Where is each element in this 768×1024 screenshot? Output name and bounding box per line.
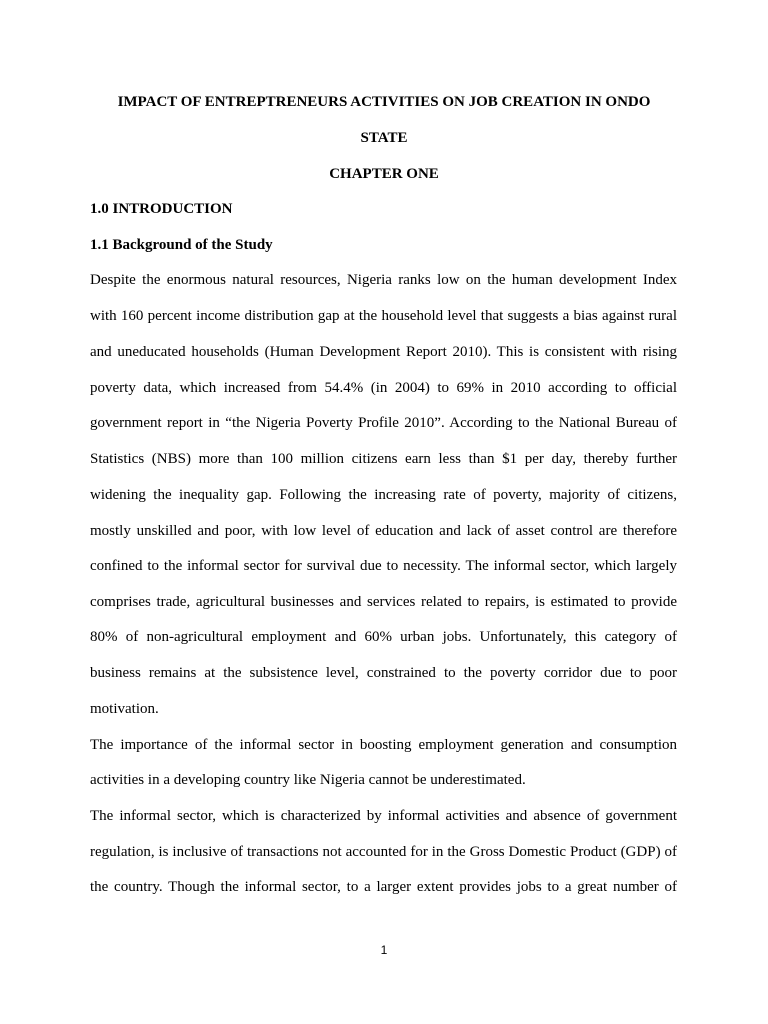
- paragraph-line: and uneducated households (Human Development Report 2010). This is consistent with rising: [90, 344, 677, 360]
- paragraph-line: the country. Though the informal sector, to a larger extent provides jobs to a great number of: [90, 879, 677, 895]
- paragraph-line: widening the inequality gap. Following the increasing rate of poverty, majority of citizens,: [90, 487, 677, 503]
- paragraph-line: confined to the informal sector for survival due to necessity. The informal sector, which largely: [90, 558, 677, 574]
- paragraph-line: The informal sector, which is characterized by informal activities and absence of government: [90, 808, 677, 824]
- subsection-heading: 1.1 Background of the Study: [90, 237, 273, 253]
- paragraph-line: Statistics (NBS) more than 100 million citizens earn less than $1 per day, thereby further: [90, 451, 677, 467]
- paragraph-line: 80% of non-agricultural employment and 60% urban jobs. Unfortunately, this category of: [90, 629, 677, 645]
- paragraph-line: government report in “the Nigeria Poverty Profile 2010”. According to the National Bureau of: [90, 415, 677, 431]
- paragraph-line: regulation, is inclusive of transactions not accounted for in the Gross Domestic Product (GDP) of: [90, 844, 677, 860]
- paragraph-line: Despite the enormous natural resources, Nigeria ranks low on the human development Index: [90, 272, 677, 288]
- paragraph-line: The importance of the informal sector in boosting employment generation and consumption: [90, 737, 677, 753]
- document-title-line-2: STATE: [360, 130, 408, 146]
- paragraph-line: comprises trade, agricultural businesses and services related to repairs, is estimated to provide: [90, 594, 677, 610]
- paragraph-line: poverty data, which increased from 54.4% (in 2004) to 69% in 2010 according to official: [90, 380, 677, 396]
- paragraph-line: mostly unskilled and poor, with low level of education and lack of asset control are therefore: [90, 523, 677, 539]
- chapter-heading: CHAPTER ONE: [329, 166, 439, 182]
- paragraph-line: with 160 percent income distribution gap at the household level that suggests a bias against rural: [90, 308, 677, 324]
- page-number: 1: [380, 943, 388, 957]
- document-title-line-1: IMPACT OF ENTREPTRENEURS ACTIVITIES ON JOB CREATION IN ONDO: [117, 94, 651, 110]
- paragraph-line: business remains at the subsistence level, constrained to the poverty corridor due to poor: [90, 665, 677, 681]
- paragraph-line: activities in a developing country like Nigeria cannot be underestimated.: [90, 772, 526, 788]
- paragraph-line: motivation.: [90, 701, 159, 717]
- section-heading: 1.0 INTRODUCTION: [90, 201, 233, 217]
